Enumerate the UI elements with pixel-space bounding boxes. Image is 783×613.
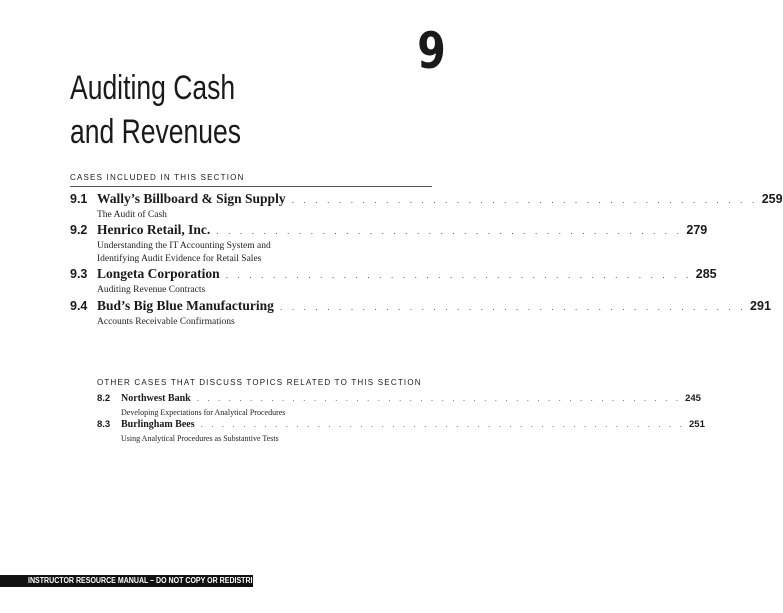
case-line <box>70 222 708 240</box>
case-subtitle-line-2: Identifying Audit Evidence for Retail Sales <box>97 254 262 264</box>
footer-banner <box>0 575 272 587</box>
case-entry-9-1[interactable] <box>70 191 783 222</box>
other-case-number: 8.3 <box>97 419 111 430</box>
case-subtitle: Accounts Receivable Confirmations <box>97 317 235 327</box>
case-title: Bud’s Big Blue Manufacturing <box>97 298 274 313</box>
case-title: Henrico Retail, Inc. <box>97 222 211 237</box>
case-entry-9-4[interactable] <box>70 298 771 329</box>
case-entry-9-3[interactable] <box>70 266 717 297</box>
section-heading: CASES INCLUDED IN THIS SECTION <box>70 173 245 182</box>
case-line <box>70 298 771 316</box>
dot-leader: . . . . . . . . . . . . . . . . . . . . . . . . . . . . . . . . . . . . . . . . <box>225 270 692 280</box>
section-divider <box>70 186 432 187</box>
case-title: Longeta Corporation <box>97 266 220 281</box>
dot-leader: . . . . . . . . . . . . . . . . . . . . . . . . . . . . . . . . . . . . . . . . <box>279 302 747 312</box>
case-number: 9.2 <box>70 223 88 237</box>
case-line <box>70 191 783 209</box>
case-number: 9.3 <box>70 267 88 281</box>
other-case-title: Burlingham Bees <box>121 419 195 430</box>
case-page-number: 291 <box>750 299 771 313</box>
other-case-subtitle: Developing Expectations for Analytical Procedures <box>121 408 286 417</box>
footer-text: INSTRUCTOR RESOURCE MANUAL – DO NOT COPY OR REDISTRIBUTE <box>28 576 272 585</box>
dot-leader: . . . . . . . . . . . . . . . . . . . . . . . . . . . . . . . . . . . . . . . . <box>291 195 758 205</box>
case-subtitle: Auditing Revenue Contracts <box>97 285 206 295</box>
dot-leader: . . . . . . . . . . . . . . . . . . . . . . . . . . . . . . . . . . . . . . . . . . . . . . <box>200 420 685 429</box>
other-case-subtitle: Using Analytical Procedures as Substantive Tests <box>121 434 279 443</box>
dot-leader: . . . . . . . . . . . . . . . . . . . . . . . . . . . . . . . . . . . . . . . . <box>216 226 683 236</box>
other-case-number: 8.2 <box>97 393 111 404</box>
case-line <box>70 266 717 284</box>
case-title: Wally’s Billboard & Sign Supply <box>97 191 286 206</box>
case-page-number: 285 <box>695 267 717 281</box>
case-subtitle-line-1: Understanding the IT Accounting System and <box>97 241 271 251</box>
case-page-number: 279 <box>686 223 708 237</box>
case-page-number: 259 <box>761 192 783 206</box>
case-number: 9.4 <box>70 299 88 313</box>
case-number: 9.1 <box>70 192 88 206</box>
other-case-page-number: 245 <box>685 393 701 404</box>
other-case-page-number: 251 <box>689 419 705 430</box>
other-case-entry-8-3[interactable] <box>97 419 705 444</box>
chapter-number: 9 <box>417 22 446 80</box>
chapter-title-line-2: and Revenues <box>70 113 242 151</box>
chapter-title <box>70 66 289 154</box>
case-entry-9-2[interactable] <box>70 222 708 266</box>
chapter-title-line-1: Auditing Cash <box>70 69 236 107</box>
dot-leader: . . . . . . . . . . . . . . . . . . . . . . . . . . . . . . . . . . . . . . . . . . . . . . <box>196 394 682 403</box>
other-case-line <box>97 393 701 407</box>
other-case-title: Northwest Bank <box>121 393 191 404</box>
other-cases-heading: OTHER CASES THAT DISCUSS TOPICS RELATED TO THIS SECTION <box>97 378 422 387</box>
other-case-entry-8-2[interactable] <box>97 393 701 418</box>
other-case-line <box>97 419 705 433</box>
case-subtitle: The Audit of Cash <box>97 210 167 220</box>
